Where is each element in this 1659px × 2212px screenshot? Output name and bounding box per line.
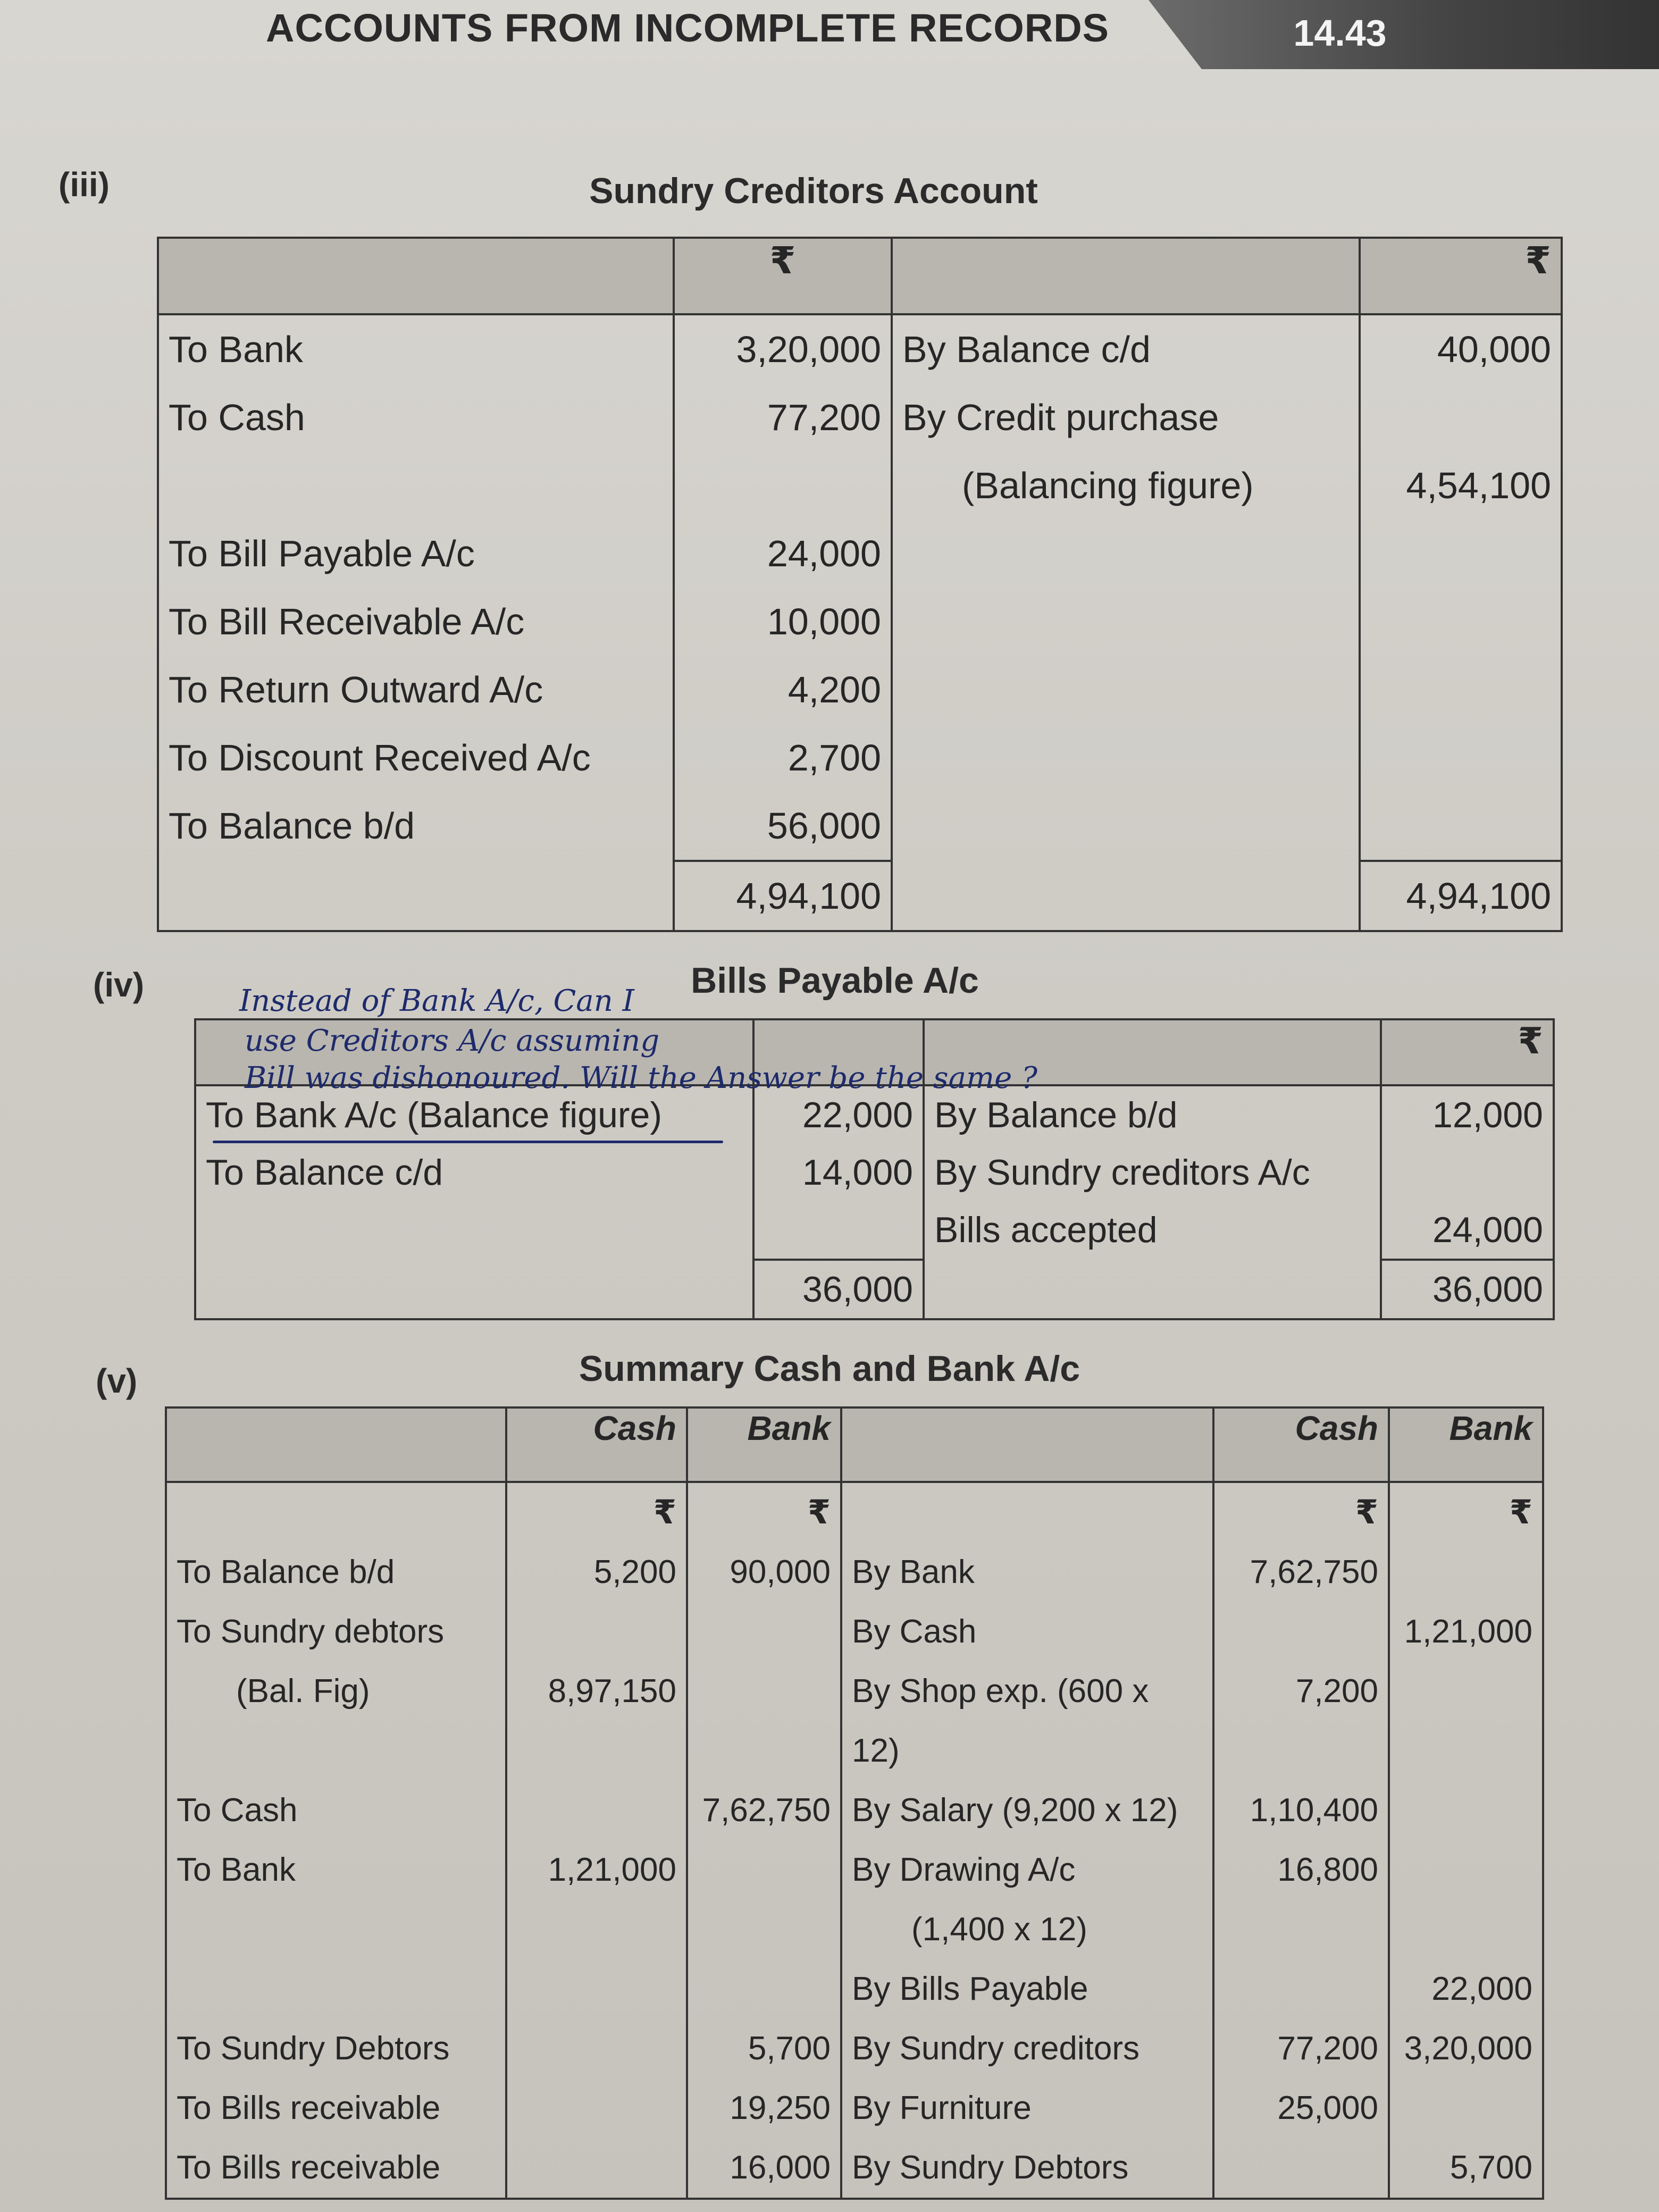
credit-particulars: [892, 656, 1360, 724]
table-row: [166, 2138, 1543, 2199]
header-particulars-dr: [158, 238, 674, 314]
currency-bank-dr: ₹: [687, 1482, 841, 1543]
credit-bank: [1389, 1662, 1543, 1781]
debit-amount: 56,000: [674, 792, 892, 861]
credit-particulars: By Cash: [841, 1602, 1213, 1662]
section-iv-title: Bills Payable A/c: [691, 960, 979, 1001]
debit-particulars: To Cash: [158, 383, 674, 451]
credit-particulars: By Credit purchase: [892, 383, 1360, 451]
table-header-row: [166, 1407, 1543, 1482]
section-iii-label: (iii): [58, 165, 110, 204]
credit-particulars: By Shop exp. (600 x 12): [841, 1662, 1213, 1781]
credit-amount: 24,000: [1381, 1201, 1554, 1260]
cash-bank-table: [165, 1406, 1544, 2200]
debit-cash: [506, 2138, 687, 2199]
credit-bank: 22,000: [1389, 1959, 1543, 2019]
handwritten-note-line-2: use Creditors A/c assuming: [245, 1024, 660, 1058]
debit-particulars: To Bank: [166, 1840, 506, 1900]
debit-particulars: To Bills receivable: [166, 2079, 506, 2138]
credit-amount: 4,54,100: [1360, 451, 1562, 520]
total-debit: 4,94,100: [674, 861, 892, 931]
header-amount-dr: ₹: [674, 238, 892, 314]
credit-amount: [1360, 588, 1562, 656]
section-iv-label: (iv): [93, 966, 144, 1004]
credit-particulars: By Salary (9,200 x 12): [841, 1781, 1213, 1840]
debit-amount: [674, 451, 892, 520]
credit-bank: [1389, 1543, 1543, 1602]
debit-amount: 24,000: [674, 520, 892, 588]
credit-amount: [1360, 724, 1562, 792]
debit-cash: 8,97,150: [506, 1662, 687, 1781]
credit-cash: [1213, 2138, 1389, 2199]
header-cash-dr: Cash: [506, 1407, 687, 1482]
debit-amount: 2,700: [674, 724, 892, 792]
credit-cash: 7,62,750: [1213, 1543, 1389, 1602]
credit-cash: 1,10,400: [1213, 1781, 1389, 1840]
handwritten-note-line-3: Bill was dishonoured. Will the Answer be the same ?: [245, 1061, 1038, 1095]
header-bank-cr: Bank: [1389, 1407, 1543, 1482]
debit-bank: 5,700: [687, 2019, 841, 2079]
table-row: [166, 1959, 1543, 2019]
debit-bank: 90,000: [687, 1543, 841, 1602]
debit-particulars: To Bank A/c (Balance figure): [195, 1085, 753, 1144]
header-amount-cr: ₹: [1381, 1019, 1554, 1085]
debit-cash: [506, 1781, 687, 1840]
credit-particulars: By Bank: [841, 1543, 1213, 1602]
debit-particulars: [195, 1201, 753, 1260]
debit-amount: [753, 1201, 924, 1260]
header-particulars-cr: [892, 238, 1360, 314]
table-header-row: [158, 238, 1562, 314]
debit-particulars: To Sundry Debtors: [166, 2019, 506, 2079]
currency-cash-cr: ₹: [1213, 1482, 1389, 1543]
debit-bank: 19,250: [687, 2079, 841, 2138]
debit-amount: 4,200: [674, 656, 892, 724]
credit-amount: [1360, 383, 1562, 451]
debit-particulars: To Balance c/d: [195, 1144, 753, 1201]
credit-bank: 5,700: [1389, 2138, 1543, 2199]
credit-bank: [1389, 1781, 1543, 1840]
debit-particulars: [166, 1900, 506, 1959]
debit-cash: [506, 2019, 687, 2079]
credit-particulars: (Balancing figure): [892, 451, 1360, 520]
debit-particulars: To Balance b/d: [166, 1543, 506, 1602]
credit-cash: 7,200: [1213, 1662, 1389, 1781]
credit-particulars: By Bills Payable: [841, 1959, 1213, 2019]
total-debit: 36,000: [753, 1260, 924, 1319]
handwritten-note-line-1: Instead of Bank A/c, Can I: [239, 984, 634, 1018]
header-bank-dr: Bank: [687, 1407, 841, 1482]
header-particulars-dr: [166, 1407, 506, 1482]
debit-cash: [506, 1602, 687, 1662]
debit-amount: 14,000: [753, 1144, 924, 1201]
credit-bank: 3,20,000: [1389, 2019, 1543, 2079]
debit-bank: [687, 1662, 841, 1781]
debit-particulars: To Discount Received A/c: [158, 724, 674, 792]
debit-particulars: [166, 1959, 506, 2019]
credit-particulars: (1,400 x 12): [841, 1900, 1213, 1959]
credit-particulars: By Sundry Debtors: [841, 2138, 1213, 2199]
debit-cash: 1,21,000: [506, 1840, 687, 1900]
table-row: [166, 1781, 1543, 1840]
table-row: [158, 656, 1562, 724]
table-row: [195, 1144, 1554, 1201]
debit-cash: 5,200: [506, 1543, 687, 1602]
debit-bank: [687, 1900, 841, 1959]
section-v-title: Summary Cash and Bank A/c: [579, 1348, 1080, 1389]
debit-particulars: To Balance b/d: [158, 792, 674, 861]
sundry-creditors-table: [157, 237, 1563, 932]
debit-particulars: To Bank: [158, 314, 674, 383]
debit-particulars: To Return Outward A/c: [158, 656, 674, 724]
credit-amount: [1360, 656, 1562, 724]
debit-bank: [687, 1840, 841, 1900]
credit-particulars: [892, 792, 1360, 861]
section-v-label: (v): [96, 1362, 138, 1400]
table-row: [158, 451, 1562, 520]
table-row: [158, 792, 1562, 861]
credit-particulars: By Furniture: [841, 2079, 1213, 2138]
table-row: [166, 1543, 1543, 1602]
credit-cash: 77,200: [1213, 2019, 1389, 2079]
credit-particulars: Bills accepted: [924, 1201, 1381, 1260]
total-credit: 4,94,100: [1360, 861, 1562, 931]
credit-bank: [1389, 1840, 1543, 1900]
debit-bank: [687, 1602, 841, 1662]
debit-amount: 10,000: [674, 588, 892, 656]
credit-bank: [1389, 2079, 1543, 2138]
credit-particulars: By Sundry creditors: [841, 2019, 1213, 2079]
credit-particulars: [892, 588, 1360, 656]
total-credit: 36,000: [1381, 1260, 1554, 1319]
debit-cash: [506, 2079, 687, 2138]
credit-cash: 16,800: [1213, 1840, 1389, 1900]
credit-cash: [1213, 1959, 1389, 2019]
debit-bank: 16,000: [687, 2138, 841, 2199]
credit-amount: [1360, 520, 1562, 588]
credit-particulars: By Drawing A/c: [841, 1840, 1213, 1900]
credit-particulars: By Sundry creditors A/c: [924, 1144, 1381, 1201]
debit-cash: [506, 1900, 687, 1959]
credit-amount: [1381, 1144, 1554, 1201]
debit-particulars: To Bills receivable: [166, 2138, 506, 2199]
table-row: [195, 1201, 1554, 1260]
table-row: [158, 724, 1562, 792]
credit-amount: 12,000: [1381, 1085, 1554, 1144]
table-row: [166, 1662, 1543, 1781]
table-row: [158, 520, 1562, 588]
debit-cash: [506, 1959, 687, 2019]
debit-particulars: (Bal. Fig): [166, 1662, 506, 1781]
debit-particulars: To Cash: [166, 1781, 506, 1840]
currency-row: [166, 1482, 1543, 1543]
pen-underline: [213, 1141, 723, 1143]
debit-amount: 22,000: [753, 1085, 924, 1144]
debit-particulars: To Bill Receivable A/c: [158, 588, 674, 656]
credit-particulars: [892, 724, 1360, 792]
totals-row: [195, 1260, 1554, 1319]
section-iii-title: Sundry Creditors Account: [589, 171, 1038, 211]
header-particulars-cr: [841, 1407, 1213, 1482]
credit-cash: 25,000: [1213, 2079, 1389, 2138]
table-row: [158, 314, 1562, 383]
debit-bank: [687, 1959, 841, 2019]
chapter-title: ACCOUNTS FROM INCOMPLETE RECORDS: [266, 6, 1109, 50]
header-amount-cr: ₹: [1360, 238, 1562, 314]
page-number: 14.43: [1293, 12, 1387, 54]
table-row: [166, 2079, 1543, 2138]
debit-particulars: [158, 451, 674, 520]
credit-particulars: By Balance b/d: [924, 1085, 1381, 1144]
totals-row: [158, 861, 1562, 931]
debit-particulars: To Bill Payable A/c: [158, 520, 674, 588]
credit-cash: [1213, 1602, 1389, 1662]
credit-amount: 40,000: [1360, 314, 1562, 383]
currency-cash-dr: ₹: [506, 1482, 687, 1543]
table-row: [166, 1900, 1543, 1959]
credit-amount: [1360, 792, 1562, 861]
header-cash-cr: Cash: [1213, 1407, 1389, 1482]
credit-cash: [1213, 1900, 1389, 1959]
credit-particulars: By Balance c/d: [892, 314, 1360, 383]
table-row: [166, 1602, 1543, 1662]
table-row: [166, 1840, 1543, 1900]
debit-amount: 77,200: [674, 383, 892, 451]
credit-bank: [1389, 1900, 1543, 1959]
debit-bank: 7,62,750: [687, 1781, 841, 1840]
credit-bank: 1,21,000: [1389, 1602, 1543, 1662]
currency-bank-cr: ₹: [1389, 1482, 1543, 1543]
table-row: [158, 383, 1562, 451]
table-row: [166, 2019, 1543, 2079]
debit-amount: 3,20,000: [674, 314, 892, 383]
table-row: [158, 588, 1562, 656]
credit-particulars: [892, 520, 1360, 588]
debit-particulars: To Sundry debtors: [166, 1602, 506, 1662]
